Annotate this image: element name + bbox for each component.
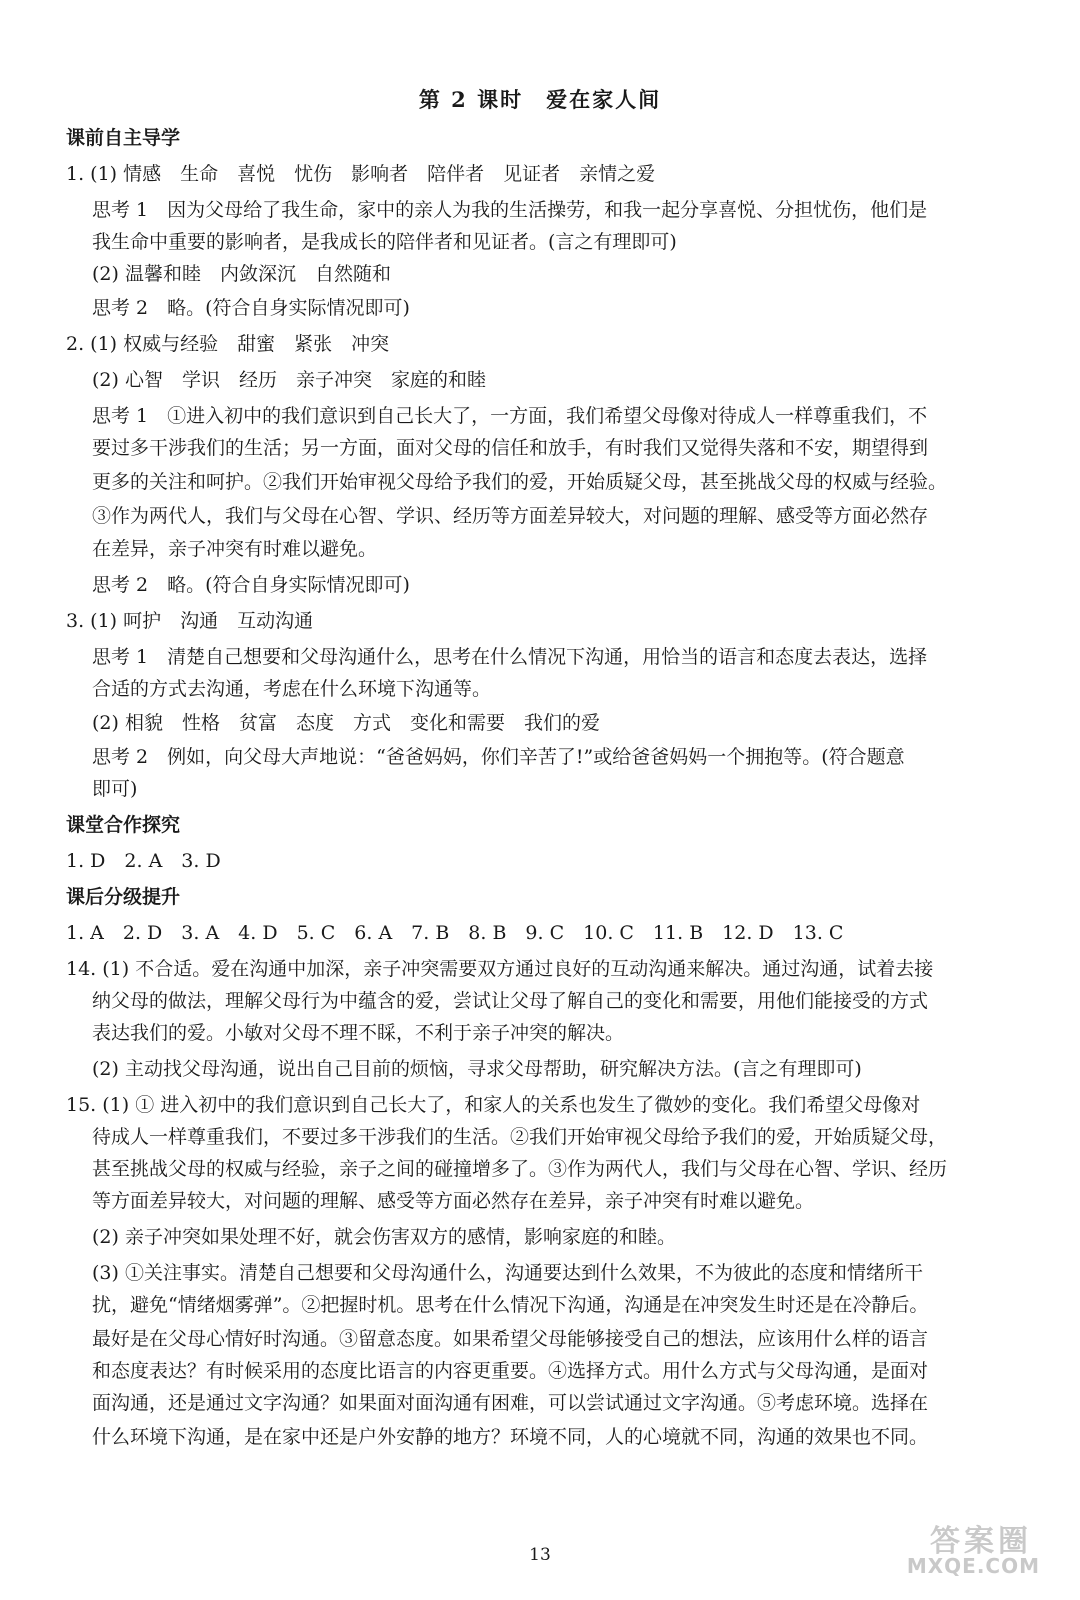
text-line: 在差异，亲子冲突有时难以避免。 xyxy=(92,538,378,560)
text-line: 甚至挑战父母的权威与经验，亲子之间的碰撞增多了。③作为两代人，我们与父母在心智、学识、经历 xyxy=(92,1158,948,1180)
text-line: 最好是在父母心情好时沟通。③留意态度。如果希望父母能够接受自己的想法，应该用什么样的语言 xyxy=(92,1328,929,1350)
watermark-text-bottom: MXQE.COM xyxy=(906,1554,1040,1578)
text-line: (2) 主动找父母沟通，说出自己目前的烦恼，寻求父母帮助，研究解决方法。(言之有理即可) xyxy=(92,1058,862,1080)
text-line: (2) 温馨和睦 内敛深沉 自然随和 xyxy=(92,263,391,285)
text-line: 1. D 2. A 3. D xyxy=(66,850,221,872)
page-number: 13 xyxy=(529,1545,551,1565)
text-line: (2) 亲子冲突如果处理不好，就会伤害双方的感情，影响家庭的和睦。 xyxy=(92,1226,676,1248)
text-line: 扰，避免“情绪烟雾弹”。②把握时机。思考在什么情况下沟通，沟通是在冲突发生时还是在冷静后。 xyxy=(92,1294,929,1316)
text-line: 纳父母的做法，理解父母行为中蕴含的爱，尝试让父母了解自己的变化和需要，用他们能接受的方式 xyxy=(92,990,929,1012)
text-line: 和态度表达？有时候采用的态度比语言的内容更重要。④选择方式。用什么方式与父母沟通，是面对 xyxy=(92,1360,929,1382)
text-line: 思考 2 略。(符合自身实际情况即可) xyxy=(92,297,410,319)
text-line: 合适的方式去沟通，考虑在什么环境下沟通等。 xyxy=(92,678,492,700)
text-line: 15. (1) ① 进入初中的我们意识到自己长大了，和家人的关系也发生了微妙的变化。我们希望父母像对 xyxy=(66,1094,921,1116)
section-heading: 课前自主导学 xyxy=(66,127,181,149)
text-line: 待成人一样尊重我们，不要过多干涉我们的生活。②我们开始审视父母给予我们的爱，开始质疑父母， xyxy=(92,1126,948,1148)
text-line: 2. (1) 权威与经验 甜蜜 紧张 冲突 xyxy=(66,333,390,355)
text-line: (2) 相貌 性格 贫富 态度 方式 变化和需要 我们的爱 xyxy=(92,712,600,734)
watermark-text-top: 答案圈 xyxy=(930,1524,1032,1559)
text-line: 思考 1 ①进入初中的我们意识到自己长大了，一方面，我们希望父母像对待成人一样尊重我们，不 xyxy=(92,405,928,427)
text-line: 表达我们的爱。小敏对父母不理不睬，不利于亲子冲突的解决。 xyxy=(92,1022,625,1044)
text-line: 思考 1 清楚自己想要和父母沟通什么，思考在什么情况下沟通，用恰当的语言和态度去表达，选择 xyxy=(92,646,928,668)
watermark-logo xyxy=(870,1516,1040,1578)
section-heading: 课后分级提升 xyxy=(66,886,181,908)
section-heading: 课堂合作探究 xyxy=(66,814,181,836)
text-line: 更多的关注和呵护。②我们开始审视父母给予我们的爱，开始质疑父母，甚至挑战父母的权威与经验。 xyxy=(92,471,948,493)
text-line: 等方面差异较大，对问题的理解、感受等方面必然存在差异，亲子冲突有时难以避免。 xyxy=(92,1190,815,1212)
page-title: 第 2 课时 爱在家人间 xyxy=(418,87,662,112)
text-line: 1. (1) 情感 生命 喜悦 忧伤 影响者 陪伴者 见证者 亲情之爱 xyxy=(66,163,656,185)
text-line: 什么环境下沟通，是在家中还是户外安静的地方？环境不同，人的心境就不同，沟通的效果也不同。 xyxy=(92,1426,929,1448)
text-line: 要过多干涉我们的生活；另一方面，面对父母的信任和放手，有时我们又觉得失落和不安，期望得到 xyxy=(92,437,929,459)
text-line: 我生命中重要的影响者，是我成长的陪伴者和见证者。(言之有理即可) xyxy=(92,231,677,253)
text-line: 思考 2 例如，向父母大声地说：“爸爸妈妈，你们辛苦了!”或给爸爸妈妈一个拥抱等。(符合题意 xyxy=(92,746,905,768)
text-line: (3) ①关注事实。清楚自己想要和父母沟通什么，沟通要达到什么效果，不为彼此的态度和情绪所干 xyxy=(92,1262,923,1284)
text-line: 思考 1 因为父母给了我生命，家中的亲人为我的生活操劳，和我一起分享喜悦、分担忧伤，他们是 xyxy=(92,199,928,221)
text-line: ③作为两代人，我们与父母在心智、学识、经历等方面差异较大，对问题的理解、感受等方面必然存 xyxy=(92,505,929,527)
text-line: 1. A 2. D 3. A 4. D 5. C 6. A 7. B 8. B 9. C 10. C 11. B 12. D 13. C xyxy=(66,922,844,944)
text-line: 面沟通，还是通过文字沟通？如果面对面沟通有困难，可以尝试通过文字沟通。⑤考虑环境。选择在 xyxy=(92,1392,929,1414)
text-line: 14. (1) 不合适。爱在沟通中加深，亲子冲突需要双方通过良好的互动沟通来解决。通过沟通，试着去接 xyxy=(66,958,934,980)
text-line: 思考 2 略。(符合自身实际情况即可) xyxy=(92,574,410,596)
text-line: 3. (1) 呵护 沟通 互动沟通 xyxy=(66,610,314,632)
text-line: (2) 心智 学识 经历 亲子冲突 家庭的和睦 xyxy=(92,369,486,391)
text-line: 即可) xyxy=(92,778,138,800)
